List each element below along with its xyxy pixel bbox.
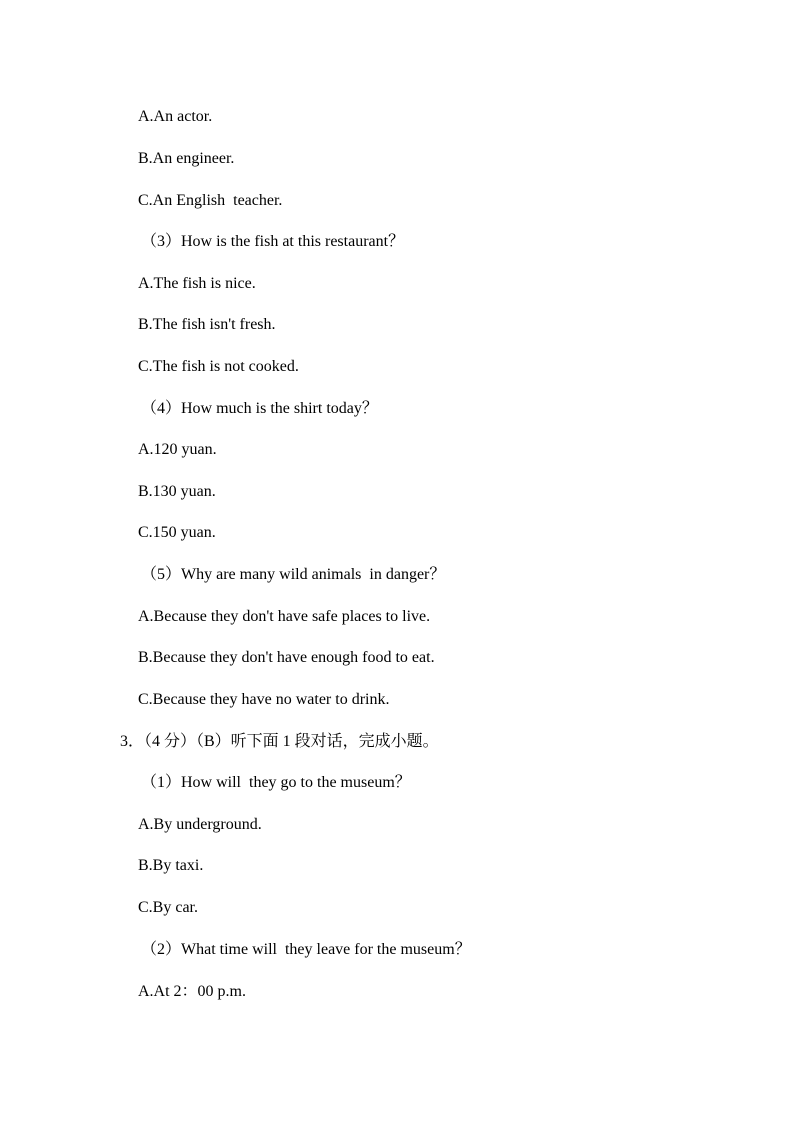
option-b: B.The fish isn't fresh. bbox=[138, 316, 276, 333]
option-b: B.By taxi. bbox=[138, 857, 204, 874]
option-a: A.An actor. bbox=[138, 108, 213, 125]
question-5: （5）Why are many wild animals in danger？ bbox=[141, 566, 446, 583]
option-a: A.Because they don't have safe places to live. bbox=[138, 608, 431, 625]
section-3-heading: 3．（4 分）（B）听下面 1 段对话，完成小题。 bbox=[120, 733, 439, 750]
question-4: （4）How much is the shirt today？ bbox=[141, 400, 378, 417]
option-c: C.150 yuan. bbox=[138, 524, 216, 541]
option-b: B.130 yuan. bbox=[138, 483, 216, 500]
question-1: （1）How will they go to the museum？ bbox=[141, 774, 411, 791]
option-c: C.Because they have no water to drink. bbox=[138, 691, 390, 708]
option-c: C.The fish is not cooked. bbox=[138, 358, 299, 375]
option-a: A.By underground. bbox=[138, 816, 262, 833]
option-b: B.Because they don't have enough food to eat. bbox=[138, 649, 435, 666]
option-b: B.An engineer. bbox=[138, 150, 235, 167]
option-c: C.By car. bbox=[138, 899, 198, 916]
option-a: A.120 yuan. bbox=[138, 441, 217, 458]
option-a: A.At 2：00 p.m. bbox=[138, 983, 247, 1000]
question-2: （2）What time will they leave for the museum？ bbox=[141, 941, 471, 958]
option-a: A.The fish is nice. bbox=[138, 275, 256, 292]
question-3: （3）How is the fish at this restaurant？ bbox=[141, 233, 405, 250]
option-c: C.An English teacher. bbox=[138, 192, 283, 209]
